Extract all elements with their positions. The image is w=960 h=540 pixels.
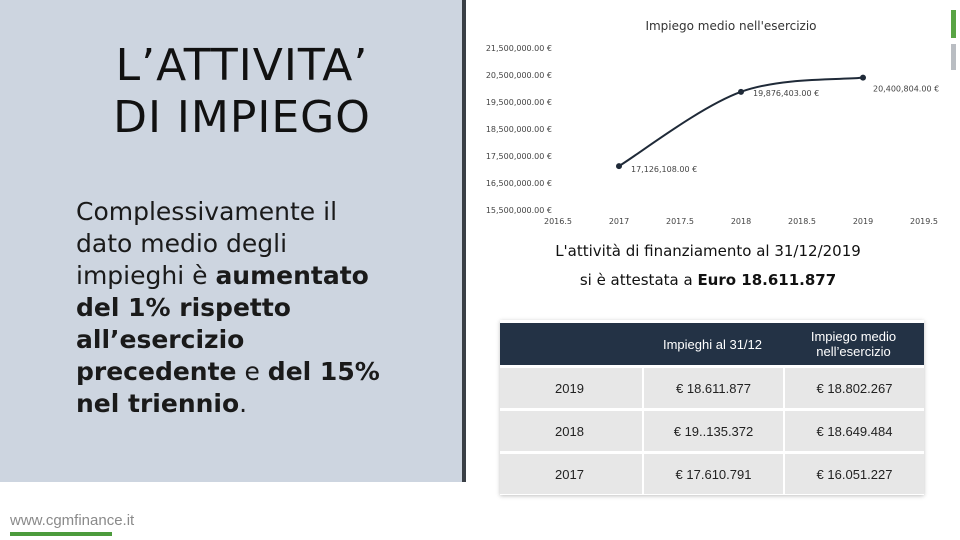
slide-title-line2: DI IMPIEGO [113, 92, 371, 143]
header-impiego-medio: Impiego medio nell’esercizio [783, 323, 924, 365]
brand-logo: www.cgmfinance.it [10, 512, 135, 529]
data-point [738, 89, 744, 95]
caption-prefix: si è attestata a [579, 271, 698, 289]
desc-bold-2: del 15% nel triennio [76, 357, 380, 418]
y-tick-label: 21,500,000.00 € [485, 44, 552, 53]
data-point [860, 75, 866, 81]
y-tick-label: 20,500,000.00 € [485, 71, 552, 80]
chart-svg [480, 10, 948, 232]
x-tick-label: 2017.5 [666, 217, 694, 226]
desc-text-1: Complessivamente il dato medio degli impieghi è [76, 197, 338, 290]
cell-impieghi: € 18.611.877 [642, 368, 783, 408]
header-year [500, 323, 642, 365]
y-tick-label: 19,500,000.00 € [485, 98, 552, 107]
header-impieghi: Impieghi al 31/12 [642, 323, 783, 365]
x-tick-label: 2017 [608, 217, 630, 226]
x-tick-label: 2018.5 [788, 217, 816, 226]
slide-title-line1: L’ATTIVITA’ [115, 40, 369, 91]
x-tick-label: 2019 [852, 217, 874, 226]
caption-line2 [478, 271, 938, 289]
slide-title [42, 40, 442, 144]
cell-impiego-medio: € 18.649.484 [783, 411, 924, 451]
decor-bar-gray [951, 44, 956, 70]
data-label: 20,400,804.00 € [873, 84, 940, 94]
cell-impiego-medio: € 16.051.227 [783, 454, 924, 494]
line-chart [480, 10, 948, 232]
desc-text-3: . [239, 389, 248, 418]
cell-impiego-medio: € 18.802.267 [783, 368, 924, 408]
desc-text-2: e [236, 357, 268, 386]
y-tick-label: 18,500,000.00 € [485, 125, 552, 134]
summary-table [500, 320, 924, 495]
data-point [616, 163, 622, 169]
x-tick-label: 2018 [730, 217, 752, 226]
y-tick-label: 15,500,000.00 € [485, 206, 552, 215]
left-panel [0, 0, 466, 482]
table-header-row [500, 323, 924, 365]
data-label: 17,126,108.00 € [631, 165, 698, 175]
table-row [500, 411, 924, 451]
slide-description [76, 196, 396, 420]
data-label: 19,876,403.00 € [753, 88, 820, 98]
cell-year: 2017 [500, 454, 642, 494]
x-tick-label: 2016.5 [544, 217, 572, 226]
table-row [500, 454, 924, 494]
y-tick-label: 16,500,000.00 € [485, 179, 552, 188]
y-tick-label: 17,500,000.00 € [485, 152, 552, 161]
table-row [500, 368, 924, 408]
cell-impieghi: € 19..135.372 [642, 411, 783, 451]
caption-value: Euro 18.611.877 [697, 271, 837, 289]
brand-underline [10, 532, 112, 536]
cell-year: 2019 [500, 368, 642, 408]
caption-line1: L'attività di finanziamento al 31/12/2019 [555, 242, 861, 260]
cell-year: 2018 [500, 411, 642, 451]
desc-bold-1: aumentato del 1% rispetto all’esercizio precedente [76, 261, 369, 386]
decor-bar-green [951, 10, 956, 38]
chart-title: Impiego medio nell'esercizio [645, 19, 817, 33]
x-tick-label: 2019.5 [910, 217, 938, 226]
cell-impieghi: € 17.610.791 [642, 454, 783, 494]
